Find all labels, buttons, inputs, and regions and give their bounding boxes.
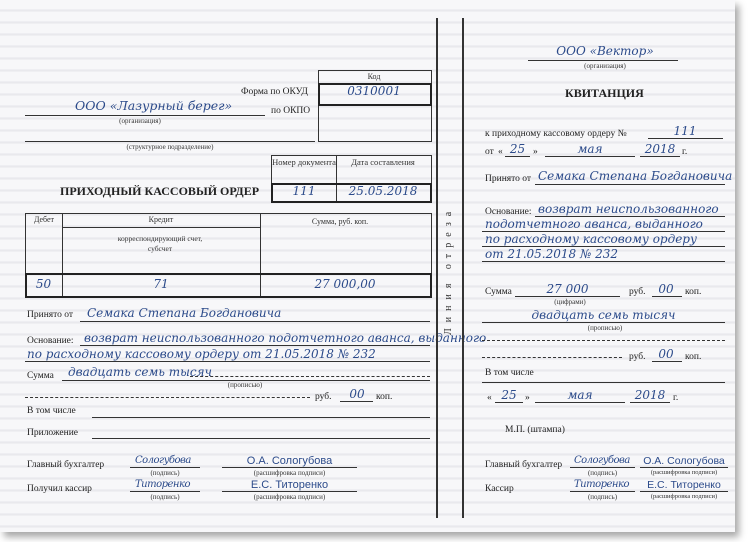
receipt-sum-digits: 27 000 xyxy=(546,282,589,296)
quote-close: » xyxy=(533,147,538,157)
okud-code: 0310001 xyxy=(347,84,401,98)
quote-open-2: « xyxy=(487,393,492,403)
form-okud-label: Форма по ОКУД xyxy=(241,87,308,97)
doc-number: 111 xyxy=(292,184,316,198)
receipt-including-label: В том числе xyxy=(485,368,534,378)
receipt-kop-label: коп. xyxy=(685,287,702,297)
cut-line-right xyxy=(462,18,464,518)
chief-accountant-label: Главный бухгалтер xyxy=(27,460,105,470)
receipt-kop-value-2: 00 xyxy=(658,347,674,361)
receipt-org-caption: (организация) xyxy=(584,62,626,70)
receipt-basis-label: Основание: xyxy=(485,207,532,217)
order-organization: ООО «Лазурный берег» xyxy=(75,98,233,113)
receipt-received-from: Семака Степана Богдановича xyxy=(538,169,733,183)
sum-words: двадцать семь тысяч xyxy=(68,365,213,379)
receipt-kop-value: 00 xyxy=(658,282,674,296)
receipt-cashier-decode-caption: (расшифровка подписи) xyxy=(650,493,718,500)
corr-label: корреспондирующий счет, субсчет xyxy=(117,234,203,253)
sum-caption: (прописью) xyxy=(227,381,263,389)
basis-label: Основание: xyxy=(27,336,74,346)
okpo-label: по ОКПО xyxy=(271,106,311,116)
words-caption: (прописью) xyxy=(587,324,623,332)
to-order-label: к приходному кассовому ордеру № xyxy=(485,129,627,139)
credit-value: 71 xyxy=(153,277,169,291)
basis-line-1: возврат неиспользованного подотчетного аванса, выданного xyxy=(84,331,487,345)
chief-signature: Сологубова xyxy=(135,455,191,466)
receipt-chief-signature: Сологубова xyxy=(574,455,630,466)
cut-line-label: Линия отреза xyxy=(443,205,454,335)
kod-label: Код xyxy=(367,72,381,81)
cut-line-left xyxy=(436,18,438,518)
cashier-sig-caption: (подпись) xyxy=(150,493,180,501)
receipt-rub-label-2: руб. xyxy=(629,352,646,362)
receipt-month: мая xyxy=(577,142,603,156)
received-from-label: Принято от xyxy=(27,310,74,320)
debit-label: Дебет xyxy=(33,215,55,224)
receipt-rub-label: руб. xyxy=(629,287,646,297)
cashier-label: Получил кассир xyxy=(27,484,92,494)
date-label: Дата составления xyxy=(351,157,415,167)
received-from: Семака Степана Богдановича xyxy=(87,306,282,320)
receipt-year: 2018 xyxy=(644,142,676,156)
cashier-name: Е.С. Титоренко xyxy=(250,479,329,491)
receipt-chief-name: О.А. Сологубова xyxy=(643,455,725,467)
receipt-day: 25 xyxy=(509,142,526,156)
kop-label: коп. xyxy=(376,392,393,402)
chief-name: О.А. Сологубова xyxy=(246,455,333,467)
receipt-organization: ООО «Вектор» xyxy=(556,44,654,58)
doc-number-label: Номер документа xyxy=(272,157,336,167)
cashier-decode-caption: (расшифровка подписи) xyxy=(253,493,326,501)
receipt-cashier-label: Кассир xyxy=(485,484,514,494)
sum-label: Сумма xyxy=(27,371,54,381)
chief-sig-caption: (подпись) xyxy=(150,469,180,477)
receipt-sum-words: двадцать семь тысяч xyxy=(531,308,676,322)
including-label: В том числе xyxy=(27,406,76,416)
kop-value: 00 xyxy=(349,387,365,401)
chief-decode-caption: (расшифровка подписи) xyxy=(253,469,326,477)
receipt-basis-line-4: от 21.05.2018 № 232 xyxy=(485,247,619,261)
struct-caption: (структурное подразделение) xyxy=(126,143,214,151)
receipt-chief-sig-caption: (подпись) xyxy=(587,469,618,477)
quote-close-2: » xyxy=(525,393,530,403)
cashier-signature: Титоренко xyxy=(135,479,191,490)
receipt-day-2: 25 xyxy=(501,388,517,402)
order-title: ПРИХОДНЫЙ КАССОВЫЙ ОРДЕР xyxy=(60,184,260,198)
attachment-label: Приложение xyxy=(27,428,78,438)
receipt-basis-line-3: по расходному кассовому ордеру xyxy=(485,232,697,246)
receipt-chief-label: Главный бухгалтер xyxy=(485,460,563,470)
sum-value: 27 000,00 xyxy=(314,277,376,291)
receipt-title: КВИТАНЦИЯ xyxy=(565,86,644,100)
doc-date: 25.05.2018 xyxy=(348,184,418,198)
basis-line-2: по расходному кассовому ордеру от 21.05.2018 № 232 xyxy=(27,347,376,361)
sum-column-label: Сумма, руб. коп. xyxy=(311,217,369,226)
year-suffix: г. xyxy=(682,147,688,157)
receipt-kop-label-2: коп. xyxy=(685,352,702,362)
from-label: от xyxy=(485,147,494,157)
receipt-received-from-label: Принято от xyxy=(485,174,532,184)
debit-value: 50 xyxy=(35,277,52,291)
receipt-cashier-sig-caption: (подпись) xyxy=(587,493,618,501)
receipt-year-2: 2018 xyxy=(634,388,666,402)
year-suffix-2: г. xyxy=(673,393,679,403)
quote-open: « xyxy=(498,147,503,157)
credit-label: Кредит xyxy=(148,215,174,224)
receipt-order-number: 111 xyxy=(673,124,697,138)
digits-caption: (цифрами) xyxy=(554,298,586,306)
rub-label: руб. xyxy=(315,392,332,402)
receipt-basis-line-1: возврат неиспользованного xyxy=(538,202,719,216)
receipt-basis-line-2: подотчетного аванса, выданного xyxy=(485,217,703,231)
receipt-sum-label: Сумма xyxy=(485,287,512,297)
order-org-caption: (организация) xyxy=(119,117,161,125)
receipt-month-2: мая xyxy=(567,388,593,402)
receipt-chief-decode-caption: (расшифровка подписи) xyxy=(650,469,718,476)
receipt-cashier-name: Е.С. Титоренко xyxy=(647,479,721,491)
stamp-label: М.П. (штампа) xyxy=(505,425,565,435)
receipt-cashier-signature: Титоренко xyxy=(574,479,630,490)
